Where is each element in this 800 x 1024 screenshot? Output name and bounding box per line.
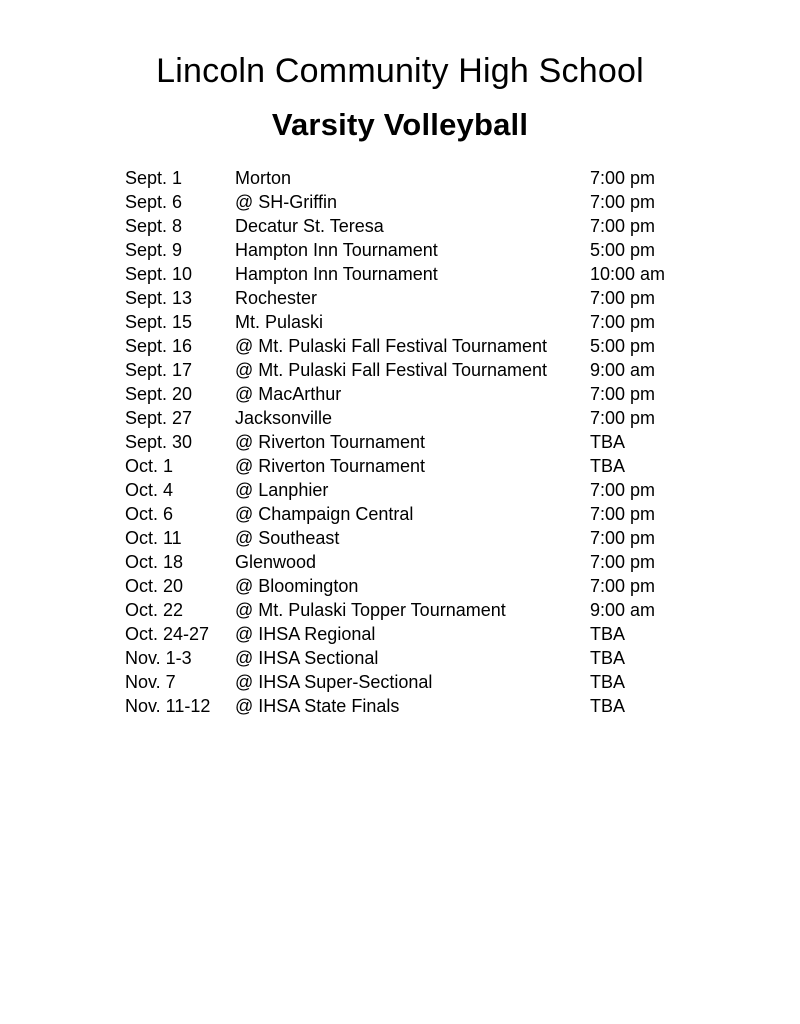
game-time: 7:00 pm (590, 288, 656, 308)
game-opponent: Hampton Inn Tournament (235, 264, 438, 284)
schedule-row (125, 358, 800, 382)
game-opponent: @ IHSA Regional (235, 624, 376, 644)
game-date: Oct. 11 (125, 528, 182, 548)
game-date: Nov. 11-12 (125, 696, 211, 716)
game-time: 5:00 pm (590, 336, 656, 356)
game-time: 9:00 am (590, 360, 656, 380)
game-date: Sept. 16 (125, 336, 193, 356)
game-opponent: @ MacArthur (235, 384, 342, 404)
game-time: TBA (590, 432, 626, 452)
game-opponent: Rochester (235, 288, 318, 308)
game-opponent: Mt. Pulaski (235, 312, 324, 332)
schedule-row (125, 310, 800, 334)
game-time: 7:00 pm (590, 528, 656, 548)
schedule-row (125, 166, 800, 190)
game-opponent: Glenwood (235, 552, 317, 572)
schedule-row (125, 502, 800, 526)
page-title: Lincoln Community High School (156, 52, 644, 90)
schedule-row (125, 406, 800, 430)
game-time: 7:00 pm (590, 216, 656, 236)
schedule-row (125, 238, 800, 262)
game-time: 7:00 pm (590, 408, 656, 428)
schedule-row (125, 334, 800, 358)
schedule-row (125, 646, 800, 670)
game-opponent: @ Mt. Pulaski Fall Festival Tournament (235, 360, 548, 380)
game-date: Sept. 8 (125, 216, 183, 236)
game-opponent: @ Riverton Tournament (235, 456, 426, 476)
game-opponent: @ IHSA Super-Sectional (235, 672, 433, 692)
game-time: TBA (590, 648, 626, 668)
game-date: Sept. 13 (125, 288, 193, 308)
game-time: TBA (590, 696, 626, 716)
game-opponent: @ Bloomington (235, 576, 359, 596)
game-time: 7:00 pm (590, 480, 656, 500)
page-subtitle: Varsity Volleyball (271, 107, 529, 142)
game-time: 7:00 pm (590, 168, 656, 188)
game-date: Sept. 1 (125, 168, 183, 188)
schedule-row (125, 454, 800, 478)
schedule-row (125, 694, 800, 718)
game-date: Sept. 27 (125, 408, 193, 428)
game-opponent: Jacksonville (235, 408, 333, 428)
game-date: Oct. 24-27 (125, 624, 210, 644)
game-time: 7:00 pm (590, 504, 656, 524)
game-date: Sept. 10 (125, 264, 193, 284)
game-date: Sept. 30 (125, 432, 193, 452)
schedule-row (125, 430, 800, 454)
game-date: Oct. 18 (125, 552, 184, 572)
game-time: 7:00 pm (590, 192, 656, 212)
game-time: 7:00 pm (590, 312, 656, 332)
schedule-row (125, 526, 800, 550)
schedule-row (125, 478, 800, 502)
schedule-table (125, 166, 800, 718)
game-time: 7:00 pm (590, 576, 656, 596)
game-time: TBA (590, 672, 626, 692)
game-date: Sept. 17 (125, 360, 193, 380)
schedule-row (125, 574, 800, 598)
game-opponent: @ Riverton Tournament (235, 432, 426, 452)
game-date: Oct. 6 (125, 504, 174, 524)
game-time: 7:00 pm (590, 552, 656, 572)
game-time: TBA (590, 624, 626, 644)
game-time: 7:00 pm (590, 384, 656, 404)
schedule-row (125, 214, 800, 238)
game-opponent: Hampton Inn Tournament (235, 240, 438, 260)
game-time: 10:00 am (590, 264, 666, 284)
schedule-row (125, 262, 800, 286)
game-opponent: @ IHSA Sectional (235, 648, 379, 668)
game-date: Sept. 20 (125, 384, 193, 404)
game-time: 9:00 am (590, 600, 656, 620)
game-date: Sept. 9 (125, 240, 183, 260)
game-opponent: @ SH-Griffin (235, 192, 337, 212)
game-opponent: Morton (235, 168, 292, 188)
game-date: Sept. 6 (125, 192, 183, 212)
game-date: Oct. 4 (125, 480, 174, 500)
schedule-row (125, 670, 800, 694)
game-opponent: @ Mt. Pulaski Topper Tournament (235, 600, 506, 620)
schedule-row (125, 622, 800, 646)
game-opponent: @ Lanphier (235, 480, 329, 500)
game-opponent: Decatur St. Teresa (235, 216, 384, 236)
schedule-row (125, 598, 800, 622)
game-opponent: @ Southeast (235, 528, 340, 548)
schedule-row (125, 286, 800, 310)
game-date: Oct. 1 (125, 456, 174, 476)
game-time: TBA (590, 456, 626, 476)
game-date: Oct. 22 (125, 600, 184, 620)
game-date: Nov. 7 (125, 672, 176, 692)
schedule-row (125, 382, 800, 406)
schedule-row (125, 550, 800, 574)
game-date: Oct. 20 (125, 576, 184, 596)
game-opponent: @ Mt. Pulaski Fall Festival Tournament (235, 336, 548, 356)
game-date: Sept. 15 (125, 312, 193, 332)
game-opponent: @ IHSA State Finals (235, 696, 400, 716)
game-date: Nov. 1-3 (125, 648, 192, 668)
game-opponent: @ Champaign Central (235, 504, 414, 524)
game-time: 5:00 pm (590, 240, 656, 260)
schedule-row (125, 190, 800, 214)
